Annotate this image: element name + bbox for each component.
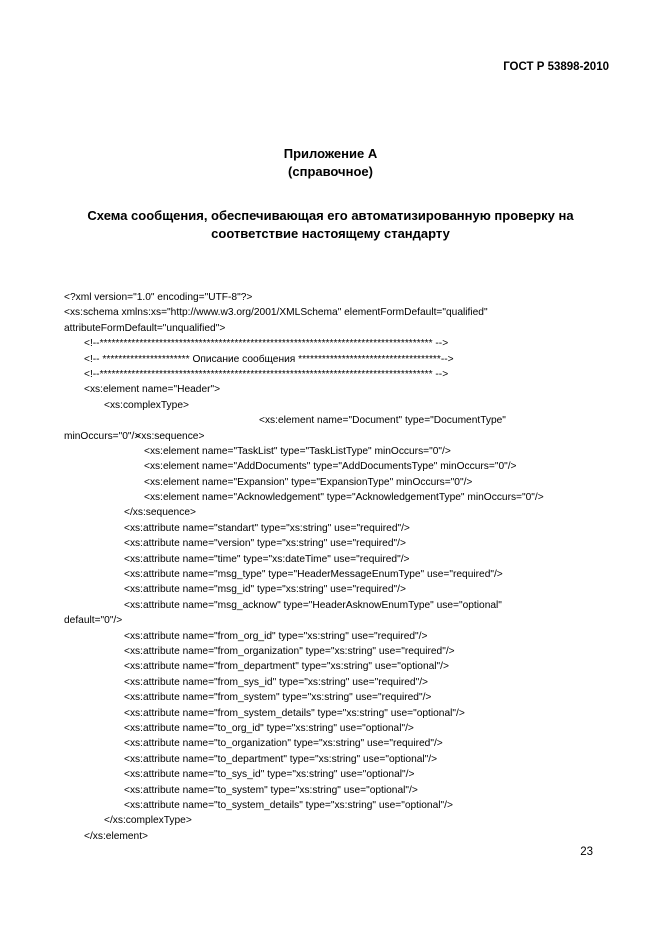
code-line: attributeFormDefault="unqualified">: [64, 322, 226, 334]
code-line: default="0"/>: [64, 615, 123, 627]
code-line: <!--************************************************************************************ -->: [84, 338, 449, 350]
code-line: <xs:attribute name="to_system" type="xs:string" use="optional"/>: [124, 784, 418, 796]
code-line: <xs:attribute name="from_system_details" type="xs:string" use="optional"/>: [124, 707, 465, 719]
code-line: <xs:attribute name="to_sys_id" type="xs:string" use="optional"/>: [124, 769, 415, 781]
appendix-heading-line-1: Схема сообщения, обеспечивающая его автоматизированную проверку на: [87, 208, 574, 223]
xml-schema-listing: [0, 290, 661, 844]
code-line: <xs:attribute name="time" type="xs:dateTime" use="required"/>: [124, 553, 410, 565]
appendix-subtitle: (справочное): [288, 164, 373, 179]
code-line: <xs:element name="Expansion" type="ExpansionType" minOccurs="0"/>: [144, 476, 473, 488]
code-line: <!--************************************************************************************ -->: [84, 368, 449, 380]
code-line: <xs:attribute name="from_sys_id" type="xs:string" use="required"/>: [124, 676, 428, 688]
code-line: <xs:attribute name="from_department" type="xs:string" use="optional"/>: [124, 661, 449, 673]
code-line: <xs:attribute name="msg_acknow" type="HeaderAsknowEnumType" use="optional": [124, 599, 502, 611]
code-line: <xs:attribute name="msg_type" type="HeaderMessageEnumType" use="required"/>: [124, 569, 503, 581]
code-line: <xs:element name="AddDocuments" type="AddDocumentsType" minOccurs="0"/>: [144, 461, 517, 473]
code-line: <xs:element name="TaskList" type="TaskListType" minOccurs="0"/>: [144, 445, 451, 457]
code-line: <xs:attribute name="standart" type="xs:string" use="required"/>: [124, 522, 410, 534]
appendix-heading-line-2: соответствие настоящему стандарту: [211, 226, 450, 241]
code-line-text: <xs:element name="Document" type="DocumentType": [259, 415, 506, 427]
code-line: <xs:complexType>: [104, 399, 189, 411]
code-line: </xs:sequence>: [124, 507, 196, 519]
code-line: <xs:attribute name="from_system" type="xs:string" use="required"/>: [124, 692, 432, 704]
code-line: <xs:attribute name="to_system_details" type="xs:string" use="optional"/>: [124, 799, 453, 811]
code-line: <xs:attribute name="from_organization" type="xs:string" use="required"/>: [124, 645, 455, 657]
code-line: <!-- ********************** Описание сообщения ************************************-->: [84, 353, 454, 365]
code-line: <xs:element name="Acknowledgement" type="AcknowledgementType" minOccurs="0"/>: [144, 492, 544, 504]
code-line: <?xml version="1.0" encoding="UTF-8"?>: [64, 292, 253, 303]
code-line-text: <xs:sequence>: [135, 430, 205, 442]
code-line: </xs:complexType>: [104, 815, 192, 827]
appendix-title: Приложение А: [283, 146, 378, 161]
page-number: 23: [580, 846, 593, 858]
code-line: <xs:attribute name="to_org_id" type="xs:string" use="optional"/>: [124, 722, 414, 734]
code-line: <xs:element name="Header">: [84, 384, 221, 396]
code-line: <xs:attribute name="to_department" type="xs:string" use="optional"/>: [124, 753, 438, 765]
code-line: <xs:attribute name="version" type="xs:string" use="required"/>: [124, 538, 406, 550]
code-line: <xs:attribute name="msg_id" type="xs:string" use="required"/>: [124, 584, 406, 596]
standard-number: ГОСТ Р 53898-2010: [503, 61, 609, 73]
code-line: <xs:schema xmlns:xs="http://www.w3.org/2001/XMLSchema" elementFormDefault="qualified": [64, 307, 488, 319]
code-line: <xs:attribute name="to_organization" type="xs:string" use="required"/>: [124, 738, 443, 750]
code-line: </xs:element>: [84, 830, 148, 842]
code-line: <xs:attribute name="from_org_id" type="xs:string" use="required"/>: [124, 630, 428, 642]
code-line: minOccurs="0"/>: [64, 430, 141, 442]
